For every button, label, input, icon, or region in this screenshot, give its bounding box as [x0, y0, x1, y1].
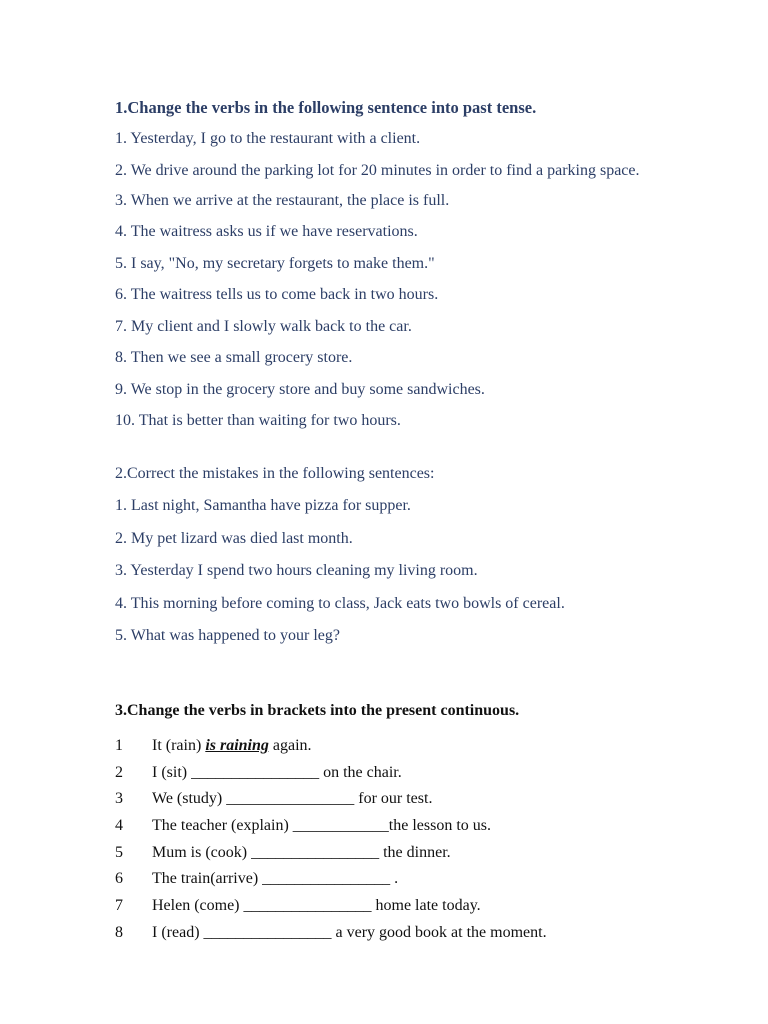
item-text-before: It (rain) [152, 737, 206, 754]
example-answer: is raining [205, 737, 269, 754]
item-text: I (read) ________________ a very good book at the moment. [152, 923, 547, 941]
item-text: Helen (come) ________________ home late today. [152, 897, 481, 915]
exercise-row [115, 896, 653, 923]
item-number: 1 [115, 737, 123, 754]
exercise-item: 5. I say, "No, my secretary forgets to make them." [115, 254, 435, 272]
item-number: 6 [115, 870, 123, 888]
exercise-item: 2. We drive around the parking lot for 20 minutes in order to find a parking space. [115, 161, 640, 179]
item-text: The train(arrive) ________________ . [152, 870, 399, 888]
exercise-row [115, 843, 653, 870]
item-number: 8 [115, 923, 123, 941]
exercise-row [115, 789, 653, 816]
exercise-item: 3. Yesterday I spend two hours cleaning my living room. [115, 562, 478, 579]
item-text: I (sit) ________________ on the chair. [152, 763, 402, 781]
exercise-item: 9. We stop in the grocery store and buy some sandwiches. [115, 380, 485, 398]
exercise-row [115, 736, 653, 763]
exercise-item: 5. What was happened to your leg? [115, 627, 340, 644]
item-number: 5 [115, 843, 123, 861]
item-number: 2 [115, 763, 123, 781]
exercise-item: 6. The waitress tells us to come back in two hours. [115, 286, 439, 303]
item-text: Mum is (cook) ________________ the dinner. [152, 843, 451, 861]
item-number: 4 [115, 817, 123, 835]
exercise-item: 2. My pet lizard was died last month. [115, 529, 353, 547]
section-heading: 2.Correct the mistakes in the following sentences: [115, 465, 435, 482]
exercise-item: 8. Then we see a small grocery store. [115, 349, 353, 366]
exercise-row [115, 869, 653, 896]
item-number: 7 [115, 897, 123, 915]
section-heading: 3.Change the verbs in brackets into the present continuous. [115, 702, 520, 719]
item-text: We (study) ________________ for our test. [152, 790, 433, 808]
exercise-item: 1. Last night, Samantha have pizza for supper. [115, 497, 411, 514]
section-present-continuous [115, 701, 653, 950]
section-correct-mistakes [115, 464, 653, 646]
exercise-item: 4. The waitress asks us if we have reservations. [115, 223, 418, 240]
section-heading: 1.Change the verbs in the following sentence into past tense. [115, 98, 537, 117]
item-text [152, 736, 312, 763]
exercise-item: 4. This morning before coming to class, Jack eats two bowls of cereal. [115, 594, 565, 612]
exercise-item: 10. That is better than waiting for two hours. [115, 412, 401, 429]
exercise-item: 1. Yesterday, I go to the restaurant with a client. [115, 130, 421, 147]
exercise-item: 7. My client and I slowly walk back to the car. [115, 317, 412, 335]
item-number: 3 [115, 790, 123, 808]
exercise-row [115, 816, 653, 843]
exercise-item: 3. When we arrive at the restaurant, the place is full. [115, 191, 450, 209]
section-past-tense [115, 98, 653, 431]
exercise-row [115, 923, 653, 950]
item-text: The teacher (explain) ____________the lesson to us. [152, 817, 492, 835]
exercise-row [115, 763, 653, 790]
item-text-after: again. [268, 737, 312, 754]
worksheet-page [115, 98, 653, 950]
